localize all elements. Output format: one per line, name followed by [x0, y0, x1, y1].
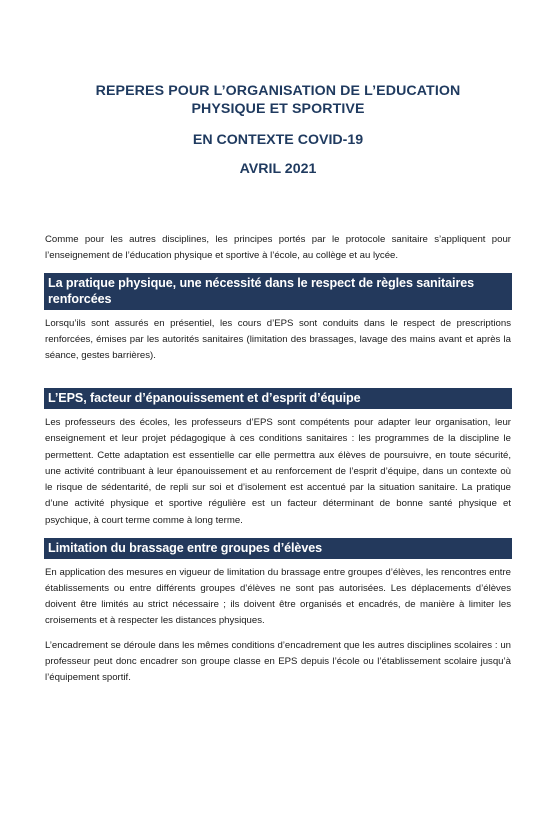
title-line-4: AVRIL 2021	[239, 161, 317, 177]
section-heading-limitation-brassage: Limitation du brassage entre groupes d’élèves	[44, 538, 512, 559]
section-3-paragraph-2: L’encadrement se déroule dans les mêmes conditions d’encadrement que les autres disciplines scolaires : un professeur peut donc encadrer son groupe classe en EPS depuis l’école ou l’établissement scolaire jusqu’à l’équipement sportif.	[45, 639, 511, 684]
title-line-3: EN CONTEXTE COVID-19	[192, 132, 364, 148]
section-3-paragraph-1: En application des mesures en vigueur de limitation du brassage entre groupes d’élèves, les rencontres entre établissements ou entre différents groupes d’élèves ne sont pas autorisées. Les déplacements d’élèves doivent être limités au strict nécessaire ; ils doivent être organisés et encadrés, de manière à limiter les croisements et à respecter les distances physiques.	[45, 566, 511, 627]
section-1-paragraph-1: Lorsqu’ils sont assurés en présentiel, les cours d’EPS sont conduits dans le respect de prescriptions renforcées, émises par les autorités sanitaires (limitation des brassages, lavage des mains avant et après la séance, gestes barrières).	[45, 317, 511, 362]
section-heading-eps-epanouissement: L’EPS, facteur d’épanouissement et d’esprit d’équipe	[44, 388, 512, 409]
document-title	[45, 82, 511, 178]
section-heading-pratique-physique: La pratique physique, une nécessité dans le respect de règles sanitaires renforcées	[44, 273, 512, 310]
title-line-2: PHYSIQUE ET SPORTIVE	[191, 101, 365, 117]
title-line-1: REPERES POUR L’ORGANISATION DE L’EDUCATION	[95, 83, 461, 99]
section-2-paragraph-1: Les professeurs des écoles, les professeurs d’EPS sont compétents pour adapter leur organisation, leur enseignement et leur projet pédagogique à ces conditions sanitaires : les programmes de la discipline le permettent. Cette adaptation est essentielle car elle permettra aux élèves de poursuivre, en toute sécurité, une activité contribuant à leur épanouissement et au renforcement de l’esprit d’équipe, dans un contexte où le risque de sédentarité, de repli sur soi et d’isolement est accentué par la situation sanitaire. La pratique d’une activité physique et sportive régulière est un facteur déterminant de bonne santé physique et psychique, à court terme comme à long terme.	[45, 416, 511, 526]
intro-paragraph: Comme pour les autres disciplines, les principes portés par le protocole sanitaire s’appliquent pour l’enseignement de l’éducation physique et sportive à l’école, au collège et au lycée.	[45, 234, 511, 262]
